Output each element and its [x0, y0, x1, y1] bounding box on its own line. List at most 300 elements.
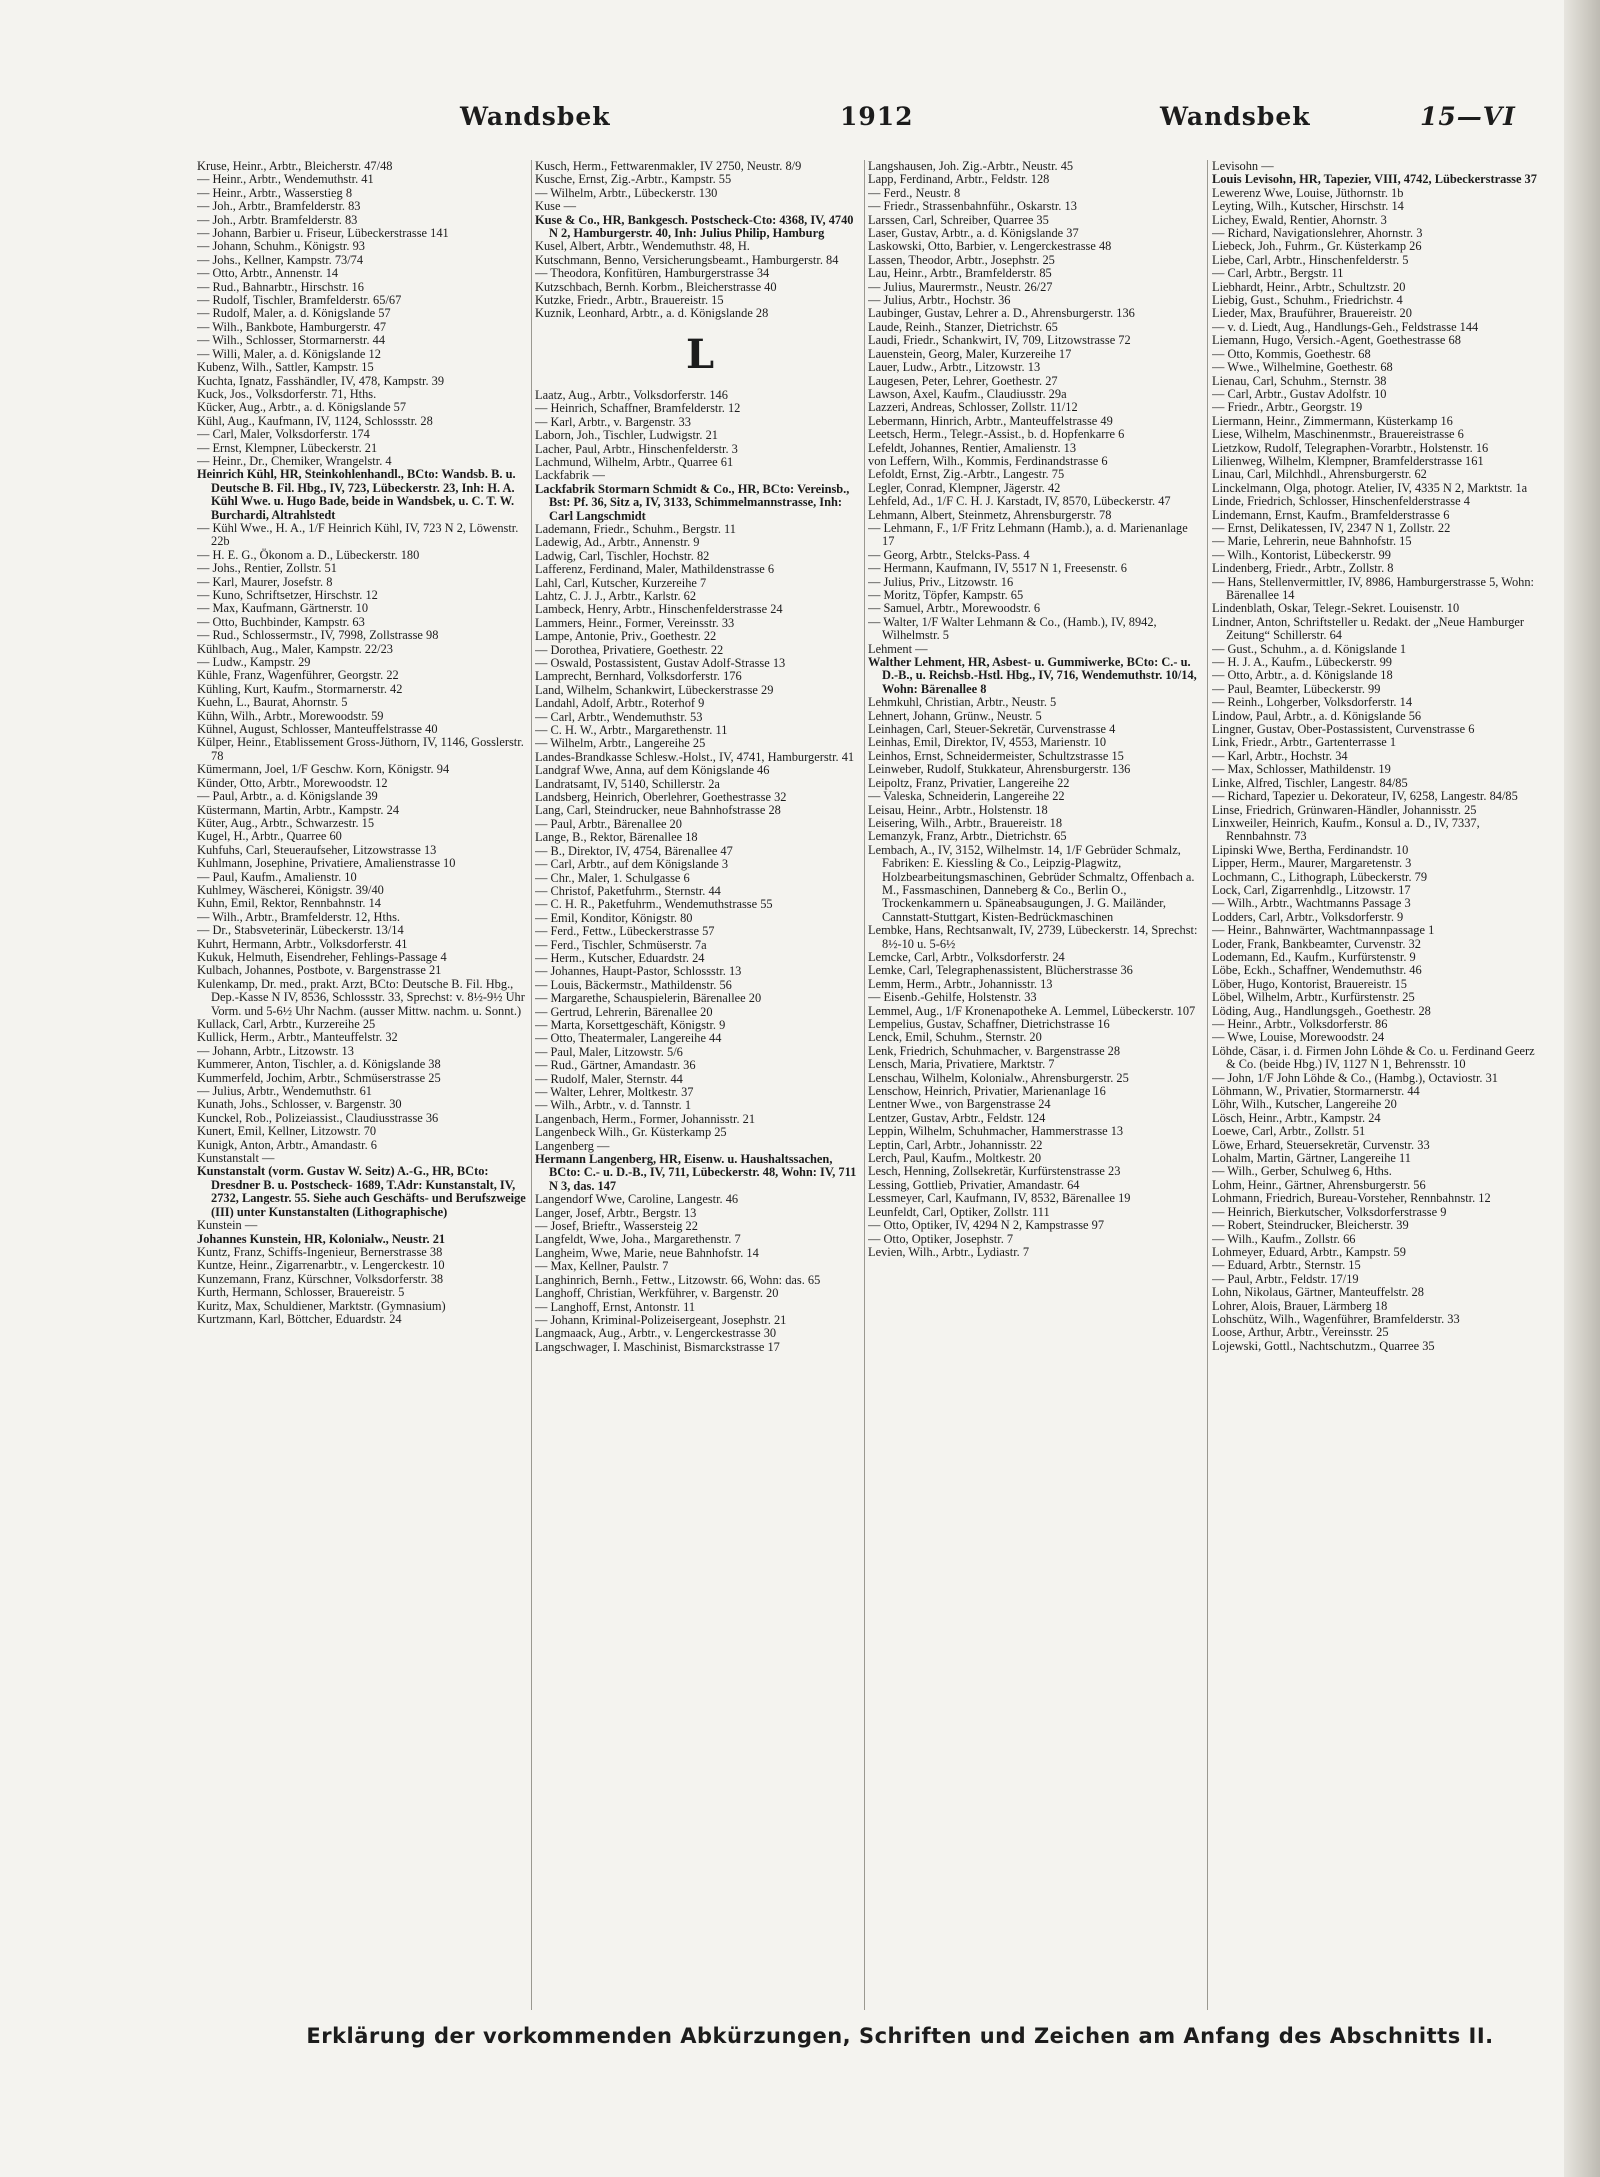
directory-entry: Johannes Kunstein, HR, Kolonialw., Neustr. 21: [197, 1231, 446, 1246]
directory-entry: Landgraf Wwe, Anna, auf dem Königslande 46: [535, 763, 770, 778]
directory-entry: Kurth, Hermann, Schlosser, Brauereistr. 5: [197, 1285, 405, 1300]
directory-entry: Lehfeld, Ad., 1/F C. H. J. Karstadt, IV, 8570, Lübeckerstr. 47: [868, 494, 1171, 509]
directory-entry: Leipoltz, Franz, Privatier, Langereihe 22: [868, 775, 1070, 790]
directory-entry: — Julius, Maurermstr., Neustr. 26/27: [868, 279, 1053, 294]
directory-entry: Lojewski, Gottl., Nachtschutzm., Quarree 35: [1212, 1338, 1435, 1353]
directory-entry: — Johs., Rentier, Zollstr. 51: [197, 561, 337, 576]
directory-entry: Kullack, Carl, Arbtr., Kurzereihe 25: [197, 1017, 376, 1031]
directory-entry: Lebermann, Hinrich, Arbtr., Manteuffelstrasse 49: [868, 413, 1113, 428]
directory-entry: — Josef, Brieftr., Wassersteig 22: [535, 1219, 698, 1234]
directory-entry: — Wilh., Gerber, Schulweg 6, Hths.: [1212, 1164, 1392, 1179]
directory-entry: Lademann, Friedr., Schuhm., Bergstr. 11: [535, 521, 736, 536]
directory-entry: Kulenkamp, Dr. med., prakt. Arzt, BCto: Deutsche B. Fil. Hbg., Dep.-Kasse N IV, 8536, Schlossstr. 33, Sprechst: v. 8½-9½ Uhr Vorm. und 5-6½ Uhr Nachm. (ausser Mittw. nachm. u. Sonnt.): [197, 976, 525, 1018]
directory-entry: Lawson, Axel, Kaufm., Claudiusstr. 29a: [868, 386, 1067, 401]
directory-entry: Linxweiler, Heinrich, Kaufm., Konsul a. D., IV, 7337, Rennbahnstr. 73: [1212, 815, 1480, 844]
directory-entry: Lahtz, C. J. J., Arbtr., Karlstr. 62: [535, 588, 697, 603]
directory-entry: — Reinh., Lohgerber, Volksdorferstr. 14: [1212, 695, 1413, 710]
directory-entry: — Max, Kaufmann, Gärtnerstr. 10: [197, 601, 369, 616]
directory-entry: — Eisenb.-Gehilfe, Holstenstr. 33: [868, 990, 1037, 1005]
directory-entry: Lefoldt, Ernst, Zig.-Arbtr., Langestr. 75: [868, 467, 1065, 482]
directory-entry: Kunstanstalt (vorm. Gustav W. Seitz) A.-G., HR, BCto: Dresdner B. u. Postscheck- 1689, T.Adr: Kunstanstalt, IV, 2732, Langestr. 55. Siehe auch Geschäfts- und Berufszweige (III) unter Kunstanstalten (Lithographische): [197, 1164, 526, 1219]
directory-entry: Lipper, Herm., Maurer, Margaretenstr. 3: [1212, 856, 1412, 871]
directory-entry: — Otto, Kommis, Goethestr. 68: [1212, 346, 1371, 361]
directory-entry: Lembke, Hans, Rechtsanwalt, IV, 2739, Lübeckerstr. 14, Sprechst: 8½-10 u. 5-6½: [868, 923, 1198, 951]
directory-entry: — Richard, Navigationslehrer, Ahornstr. 3: [1212, 226, 1423, 241]
directory-entry: Kühling, Kurt, Kaufm., Stormarnerstr. 42: [197, 681, 403, 696]
directory-entry: Hermann Langenberg, HR, Eisenw. u. Haushaltssachen, BCto: C.- u. D.-B., IV, 711, Lübeckerstr. 48, Wohn: IV, 711 N 3, das. 147: [535, 1152, 857, 1193]
directory-entry: Kuhlmey, Wäscherei, Königstr. 39/40: [197, 882, 384, 897]
directory-entry: Kunstanstalt —: [197, 1151, 275, 1166]
directory-entry: Lammers, Heinr., Former, Vereinsstr. 33: [535, 615, 735, 630]
directory-entry: Kusel, Albert, Arbtr., Wendemuthstr. 48, H.: [535, 239, 750, 254]
directory-entry: — Richard, Tapezier u. Dekorateur, IV, 6258, Langestr. 84/85: [1212, 789, 1518, 804]
directory-entry: — Ludw., Kampstr. 29: [197, 655, 311, 670]
directory-entry: Kugel, H., Arbtr., Quarree 60: [197, 829, 342, 844]
header-right-title: Wandsbek: [1160, 102, 1311, 131]
directory-entry: — Herm., Kutscher, Eduardstr. 24: [535, 950, 705, 965]
directory-entry: Liese, Wilhelm, Maschinenmstr., Brauereistrasse 6: [1212, 427, 1464, 442]
directory-entry: — Wilh., Kaufm., Zollstr. 66: [1212, 1231, 1356, 1246]
directory-entry: Kümermann, Joel, 1/F Geschw. Korn, Königstr. 94: [197, 762, 450, 777]
column-divider: [531, 160, 532, 2010]
directory-entry: Lentner Wwe., von Bargenstrasse 24: [868, 1097, 1051, 1112]
directory-entry: Lapp, Ferdinand, Arbtr., Feldstr. 128: [868, 172, 1050, 187]
directory-entry: Lau, Heinr., Arbtr., Bramfelderstr. 85: [868, 266, 1052, 281]
directory-entry: Lipinski Wwe, Bertha, Ferdinandstr. 10: [1212, 842, 1409, 857]
directory-entry: — Kühl Wwe., H. A., 1/F Heinrich Kühl, IV, 723 N 2, Löwenstr. 22b: [197, 520, 519, 549]
directory-entry: Kuhn, Emil, Rektor, Rennbahnstr. 14: [197, 896, 381, 911]
directory-entry: Lienau, Carl, Schuhm., Sternstr. 38: [1212, 373, 1387, 388]
directory-entry: Kühle, Franz, Wagenführer, Georgstr. 22: [197, 668, 399, 683]
directory-entry: Lang, Carl, Steindrucker, neue Bahnhofstrasse 28: [535, 803, 781, 818]
directory-entry: Lodders, Carl, Arbtr., Volksdorferstr. 9: [1212, 909, 1404, 924]
directory-entry: Kulbach, Johannes, Postbote, v. Bargenstrasse 21: [197, 963, 442, 978]
directory-entry: — Johann, Arbtr., Litzowstr. 13: [197, 1043, 354, 1058]
directory-column-2: [535, 160, 865, 2010]
directory-entry: Löber, Hugo, Kontorist, Brauereistr. 15: [1212, 976, 1407, 991]
directory-entry: — v. d. Liedt, Aug., Handlungs-Geh., Feldstrasse 144: [1212, 319, 1479, 334]
directory-entry: — Moritz, Töpfer, Kampstr. 65: [868, 588, 1024, 602]
directory-entry: Kummerfeld, Jochim, Arbtr., Schmüserstrasse 25: [197, 1070, 441, 1085]
directory-entry: Kuhlmann, Josephine, Privatiere, Amalienstrasse 10: [197, 856, 456, 871]
directory-entry: Lacher, Paul, Arbtr., Hinschenfelderstr. 3: [535, 441, 738, 456]
directory-entry: — Johs., Kellner, Kampstr. 73/74: [197, 252, 364, 267]
directory-entry: — Hans, Stellenvermittler, IV, 8986, Hamburgerstrasse 5, Wohn: Bärenallee 14: [1212, 574, 1534, 602]
directory-entry: Loewe, Carl, Arbtr., Zollstr. 51: [1212, 1124, 1366, 1139]
directory-entry: Lemmel, Aug., 1/F Kronenapotheke A. Lemmel, Lübeckerstr. 107: [868, 1003, 1196, 1018]
directory-entry: Lohalm, Martin, Gärtner, Langereihe 11: [1212, 1151, 1411, 1166]
directory-entry: Lenschow, Heinrich, Privatier, Marienanlage 16: [868, 1084, 1106, 1099]
directory-entry: Lemm, Herm., Arbtr., Johannisstr. 13: [868, 976, 1053, 991]
directory-entry: — Margarethe, Schauspielerin, Bärenallee 20: [535, 991, 762, 1006]
directory-entry: Kuse —: [535, 199, 576, 214]
directory-entry: Langshausen, Joh. Zig.-Arbtr., Neustr. 45: [868, 160, 1074, 173]
directory-entry: — Otto, Optiker, Josephstr. 7: [868, 1231, 1014, 1246]
directory-entry: Lehment —: [868, 641, 928, 656]
directory-entry: Kuntze, Heinr., Zigarrenarbtr., v. Lengerckestr. 10: [197, 1258, 445, 1273]
directory-entry: Landratsamt, IV, 5140, Schillerstr. 2a: [535, 776, 720, 791]
directory-entry: — Paul, Maler, Litzowstr. 5/6: [535, 1044, 683, 1059]
directory-entry: Kühn, Wilh., Arbtr., Morewoodstr. 59: [197, 708, 384, 723]
directory-entry: Lehmann, Albert, Steinmetz, Ahrensburgerstr. 78: [868, 507, 1112, 522]
directory-entry: Link, Friedr., Arbtr., Gartenterrasse 1: [1212, 735, 1397, 750]
directory-entry: — Heinr., Bahnwärter, Wachtmannpassage 1: [1212, 923, 1435, 938]
directory-entry: Lehmkuhl, Christian, Arbtr., Neustr. 5: [868, 695, 1057, 710]
directory-entry: — Ernst, Delikatessen, IV, 2347 N 1, Zollstr. 22: [1212, 520, 1451, 535]
directory-entry: — Wilh., Arbtr., Wachtmanns Passage 3: [1212, 896, 1411, 911]
directory-entry: — Otto, Optiker, IV, 4294 N 2, Kampstrasse 97: [868, 1218, 1105, 1233]
directory-entry: Leisau, Heinr., Arbtr., Holstenstr. 18: [868, 802, 1048, 817]
directory-entry: — Theodora, Konfitüren, Hamburgerstrasse 34: [535, 266, 770, 281]
directory-entry: Lohschütz, Wilh., Wagenführer, Bramfelderstr. 33: [1212, 1311, 1460, 1326]
directory-entry: von Leffern, Wilh., Kommis, Ferdinandstrasse 6: [868, 453, 1108, 468]
directory-entry: — H. E. G., Ökonom a. D., Lübeckerstr. 180: [197, 547, 420, 562]
directory-entry: Laatz, Aug., Arbtr., Volksdorferstr. 146: [535, 387, 728, 402]
directory-entry: — Hermann, Kaufmann, IV, 5517 N 1, Freesenstr. 6: [868, 561, 1127, 576]
directory-entry: Liermann, Heinr., Zimmermann, Küsterkamp 16: [1212, 413, 1453, 428]
directory-entry: Leunfeldt, Carl, Optiker, Zollstr. 111: [868, 1204, 1050, 1219]
directory-entry: Kunert, Emil, Kellner, Litzowstr. 70: [197, 1124, 377, 1139]
directory-entry: — Heinr., Arbtr., Wasserstieg 8: [197, 185, 353, 200]
directory-entry: Lemcke, Carl, Arbtr., Volksdorferstr. 24: [868, 949, 1065, 964]
directory-entry: Kutzschbach, Bernh. Korbm., Bleicherstrasse 40: [535, 279, 777, 294]
directory-entry: — Chr., Maler, 1. Schulgasse 6: [535, 870, 690, 885]
page-edge: [1564, 0, 1600, 2177]
directory-entry: Lensch, Maria, Privatiere, Marktstr. 7: [868, 1057, 1055, 1072]
directory-entry: — Paul, Arbtr., Bärenallee 20: [535, 816, 682, 831]
directory-entry: — Wilh., Arbtr., v. d. Tannstr. 1: [535, 1098, 692, 1113]
directory-entry: Kuchta, Ignatz, Fasshändler, IV, 478, Kampstr. 39: [197, 373, 445, 388]
directory-entry: Kuehn, L., Baurat, Ahornstr. 5: [197, 695, 348, 710]
directory-entry: Linke, Alfred, Tischler, Langestr. 84/85: [1212, 775, 1408, 790]
directory-entry: — Johann, Schuhm., Königstr. 93: [197, 239, 365, 254]
directory-entry: Lahl, Carl, Kutscher, Kurzereihe 7: [535, 575, 707, 590]
directory-entry: Kuhrt, Hermann, Arbtr., Volksdorferstr. 41: [197, 936, 408, 951]
directory-entry: Langenbeck Wilh., Gr. Küsterkamp 25: [535, 1125, 727, 1140]
directory-entry: Kubenz, Wilh., Sattler, Kampstr. 15: [197, 360, 374, 375]
directory-entry: Kuhfuhs, Carl, Steueraufseher, Litzowstrasse 13: [197, 842, 437, 857]
directory-entry: — Johann, Kriminal-Polizeisergeant, Josephstr. 21: [535, 1312, 787, 1327]
directory-entry: Löbe, Eckh., Schaffner, Wendemuthstr. 46: [1212, 963, 1422, 978]
directory-entry: Leisering, Wilh., Arbtr., Brauereistr. 18: [868, 815, 1063, 830]
directory-entry: — John, 1/F John Löhde & Co., (Hambg.), Octaviostr. 31: [1212, 1070, 1499, 1085]
directory-entry: — Marta, Korsettgeschäft, Königstr. 9: [535, 1017, 726, 1032]
directory-entry: — Joh., Arbtr. Bramfelderstr. 83: [197, 212, 358, 227]
directory-entry: — Rudolf, Maler, Sternstr. 44: [535, 1071, 683, 1086]
directory-entry: — Willi, Maler, a. d. Königslande 12: [197, 346, 381, 361]
directory-entry: — Ferd., Tischler, Schmüserstr. 7a: [535, 937, 707, 952]
directory-entry: Louis Levisohn, HR, Tapezier, VIII, 4742, Lübeckerstrasse 37: [1212, 172, 1537, 187]
directory-entry: — Rudolf, Tischler, Bramfelderstr. 65/67: [197, 293, 402, 308]
directory-entry: — Georg, Arbtr., Stelcks-Pass. 4: [868, 547, 1030, 562]
directory-entry: Kühl, Aug., Kaufmann, IV, 1124, Schlossstr. 28: [197, 413, 433, 428]
directory-entry: Langenberg —: [535, 1138, 610, 1153]
directory-entry: Lichey, Ewald, Rentier, Ahornstr. 3: [1212, 212, 1387, 227]
directory-entry: Lentzer, Gustav, Arbtr., Feldstr. 124: [868, 1110, 1046, 1125]
directory-entry: — Heinr., Arbtr., Volksdorferstr. 86: [1212, 1017, 1388, 1031]
directory-entry: Lembach, A., IV, 3152, Wilhelmstr. 14, 1/F Gebrüder Schmalz, Fabriken: E. Kiessling & Co., Leipzig-Plagwitz, Holzbearbeitungsmaschinen, Gebrüder Schmaltz, Offenbach a. M., Fassmaschinen, Danneberg & Co., Berlin O., Trockenkammern u. Späneabsaugungen, J. G. Mailänder, Cannstatt-Stuttgart, Kisten-Bedrückmaschinen: [868, 842, 1195, 924]
directory-entry: — Gust., Schuhm., a. d. Königslande 1: [1212, 641, 1407, 656]
directory-entry: Lauenstein, Georg, Maler, Kurzereihe 17: [868, 346, 1072, 361]
directory-entry: Kukuk, Helmuth, Eisendreher, Fehlings-Passage 4: [197, 949, 447, 964]
directory-entry: — Walter, 1/F Walter Lehmann & Co., (Hamb.), IV, 8942, Wilhelmstr. 5: [868, 614, 1157, 643]
directory-entry: — Karl, Arbtr., Hochstr. 34: [1212, 748, 1348, 763]
directory-entry: — Wilhelm, Arbtr., Langereihe 25: [535, 736, 706, 751]
directory-entry: Lohrer, Alois, Brauer, Lärmberg 18: [1212, 1298, 1388, 1313]
directory-entry: Linse, Friedrich, Grünwaren-Händler, Johannisstr. 25: [1212, 802, 1477, 817]
directory-entry: Legler, Conrad, Klempner, Jägerstr. 42: [868, 480, 1061, 495]
directory-entry: Langhinrich, Bernh., Fettw., Litzowstr. 66, Wohn: das. 65: [535, 1272, 821, 1287]
directory-entry: Lamprecht, Bernhard, Volksdorferstr. 176: [535, 669, 742, 684]
directory-entry: Liebeck, Joh., Fuhrm., Gr. Küsterkamp 26: [1212, 239, 1422, 254]
directory-entry: — Johann, Barbier u. Friseur, Lübeckerstrasse 141: [197, 226, 449, 241]
directory-entry: Kunath, Johs., Schlosser, v. Bargenstr. 30: [197, 1097, 402, 1112]
header-year: 1912: [840, 102, 914, 131]
directory-entry: Liemann, Hugo, Versich.-Agent, Goethestrasse 68: [1212, 333, 1461, 348]
directory-entry: — Lehmann, F., 1/F Fritz Lehmann (Hamb.), a. d. Marienanlage 17: [868, 520, 1188, 549]
directory-entry: Lingner, Gustav, Ober-Postassistent, Curvenstrasse 6: [1212, 722, 1475, 737]
footer-note: Erklärung der vorkommenden Abkürzungen, Schriften und Zeichen am Anfang des Abschnitts II.: [306, 2024, 1494, 2048]
directory-entry: — C. H. W., Arbtr., Margarethenstr. 11: [535, 723, 728, 738]
directory-entry: Lessmeyer, Carl, Kaufmann, IV, 8532, Bärenallee 19: [868, 1191, 1131, 1206]
directory-entry: Lenschau, Wilhelm, Kolonialw., Ahrensburgerstr. 25: [868, 1070, 1129, 1085]
directory-entry: — Rud., Schlossermstr., IV, 7998, Zollstrasse 98: [197, 628, 439, 643]
directory-entry: — Rud., Bahnarbtr., Hirschstr. 16: [197, 279, 364, 294]
directory-entry: Lilienweg, Wilhelm, Klempner, Bramfelderstrasse 161: [1212, 453, 1484, 468]
directory-entry: Lindenberg, Friedr., Arbtr., Zollstr. 8: [1212, 561, 1394, 576]
directory-entry: Kusche, Ernst, Zig.-Arbtr., Kampstr. 55: [535, 172, 732, 187]
directory-entry: — Robert, Steindrucker, Bleicherstr. 39: [1212, 1218, 1409, 1233]
directory-column-1: [197, 160, 527, 2010]
directory-entry: Künder, Otto, Arbtr., Morewoodstr. 12: [197, 775, 388, 790]
directory-entry: Heinrich Kühl, HR, Steinkohlenhandl., BCto: Wandsb. B. u. Deutsche B. Fil. Hbg., IV, 723, Lübeckerstr. 23, Inh: H. A. Kühl Wwe. u. Hugo Bade, beide in Wandsbek, u. C. T. W. Burchardi, Altrahlstedt: [197, 467, 516, 522]
directory-entry: — Paul, Arbtr., Feldstr. 17/19: [1212, 1271, 1359, 1286]
directory-entry: Lassen, Theodor, Arbtr., Josephstr. 25: [868, 252, 1055, 267]
directory-entry: Kunigk, Anton, Arbtr., Amandastr. 6: [197, 1137, 378, 1152]
directory-entry: — Otto, Arbtr., a. d. Königslande 18: [1212, 668, 1393, 683]
directory-entry: — Otto, Theatermaler, Langereihe 44: [535, 1031, 722, 1046]
directory-entry: — Gertrud, Lehrerin, Bärenallee 20: [535, 1004, 713, 1019]
directory-entry: — Wilhelm, Arbtr., Lübeckerstr. 130: [535, 185, 718, 200]
section-letter-heading: L: [685, 330, 715, 378]
directory-entry: Lohmeyer, Eduard, Arbtr., Kampstr. 59: [1212, 1244, 1406, 1259]
directory-entry: — Ferd., Neustr. 8: [868, 185, 961, 200]
directory-entry: — Heinrich, Schaffner, Bramfelderstr. 12: [535, 401, 741, 416]
directory-entry: — Dr., Stabsveterinär, Lübeckerstr. 13/14: [197, 923, 404, 938]
directory-entry: Kücker, Aug., Arbtr., a. d. Königslande 57: [197, 400, 407, 415]
directory-entry: — Langhoff, Ernst, Antonstr. 11: [535, 1299, 696, 1314]
directory-entry: Kruse, Heinr., Arbtr., Bleicherstr. 47/48: [197, 160, 393, 173]
directory-entry: Lachmund, Wilhelm, Arbtr., Quarree 61: [535, 454, 734, 469]
directory-entry: Lefeldt, Johannes, Rentier, Amalienstr. 13: [868, 440, 1077, 455]
directory-column-3: [868, 160, 1198, 2010]
directory-entry: Langmaack, Aug., Arbtr., v. Lengerckestrasse 30: [535, 1326, 777, 1341]
directory-entry: — Paul, Kaufm., Amalienstr. 10: [197, 869, 357, 884]
directory-entry: Laude, Reinh., Stanzer, Dietrichstr. 65: [868, 319, 1058, 334]
directory-entry: Leppin, Wilhelm, Schuhmacher, Hammerstrasse 13: [868, 1124, 1124, 1139]
header-page-number: 15—VI: [1420, 102, 1516, 131]
directory-entry: Laubinger, Gustav, Lehrer a. D., Ahrensburgerstr. 136: [868, 306, 1135, 321]
directory-entry: Löding, Aug., Handlungsgeh., Goethestr. 28: [1212, 1003, 1431, 1018]
directory-entry: — Emil, Konditor, Königstr. 80: [535, 910, 693, 925]
directory-entry: — Valeska, Schneiderin, Langereihe 22: [868, 789, 1065, 804]
directory-entry: Kunzemann, Franz, Kürschner, Volksdorferstr. 38: [197, 1271, 444, 1286]
directory-entry: Lesch, Henning, Zollsekretär, Kurfürstenstrasse 23: [868, 1164, 1121, 1179]
directory-entry: Löwe, Erhard, Steuersekretär, Curvenstr. 33: [1212, 1137, 1430, 1152]
directory-entry: Levisohn —: [1212, 160, 1274, 173]
directory-entry: — Samuel, Arbtr., Morewoodstr. 6: [868, 601, 1041, 616]
directory-entry: Kunstein —: [197, 1218, 258, 1233]
directory-entry: Kunckel, Rob., Polizeiassist., Claudiusstrasse 36: [197, 1110, 439, 1125]
directory-entry: Lewerenz Wwe, Louise, Jüthornstr. 1b: [1212, 185, 1404, 200]
directory-entry: Liebe, Carl, Arbtr., Hinschenfelderstr. 5: [1212, 252, 1409, 267]
directory-entry: Leinweber, Rudolf, Stukkateur, Ahrensburgerstr. 136: [868, 762, 1131, 777]
directory-entry: Larssen, Carl, Schreiber, Quarree 35: [868, 212, 1049, 227]
directory-entry: — H. J. A., Kaufm., Lübeckerstr. 99: [1212, 655, 1392, 670]
directory-entry: — Louis, Bäckermstr., Mathildenstr. 56: [535, 977, 732, 992]
directory-entry: — C. H. R., Paketfuhrm., Wendemuthstrasse 55: [535, 897, 773, 912]
directory-entry: Walther Lehment, HR, Asbest- u. Gummiwerke, BCto: C.- u. D.-B., u. Reichsb.-Hstl. Hbg., IV, 716, Wendemuthstr. 10/14, Wohn: Bärenallee 8: [868, 655, 1197, 696]
directory-entry: Linau, Carl, Milchhdl., Ahrensburgerstr. 62: [1212, 467, 1427, 482]
directory-entry: Linckelmann, Olga, photogr. Atelier, IV, 4335 N 2, Marktstr. 1a: [1212, 480, 1528, 495]
directory-column-4: [1212, 160, 1542, 2010]
directory-entry: Kuck, Jos., Volksdorferstr. 71, Hths.: [197, 386, 377, 401]
directory-entry: Lemanzyk, Franz, Arbtr., Dietrichstr. 65: [868, 829, 1067, 844]
directory-entry: — Wilh., Arbtr., Bramfelderstr. 12, Hths.: [197, 909, 401, 924]
directory-entry: Löhr, Wilh., Kutscher, Langereihe 20: [1212, 1097, 1397, 1112]
directory-entry: Külper, Heinr., Etablissement Gross-Jüthorn, IV, 1146, Gosslerstr. 78: [197, 735, 524, 763]
directory-entry: — Rud., Gärtner, Amandastr. 36: [535, 1058, 696, 1073]
directory-entry: Lazzeri, Andreas, Schlosser, Zollstr. 11/12: [868, 400, 1078, 415]
directory-entry: Langschwager, I. Maschinist, Bismarckstrasse 17: [535, 1339, 780, 1354]
directory-entry: Langheim, Wwe, Marie, neue Bahnhofstr. 14: [535, 1245, 759, 1260]
directory-entry: Leinhagen, Carl, Steuer-Sekretär, Curvenstrasse 4: [868, 722, 1116, 737]
directory-entry: Ladewig, Ad., Arbtr., Annenstr. 9: [535, 535, 700, 550]
directory-entry: Lindenblath, Oskar, Telegr.-Sekret. Louisenstr. 10: [1212, 601, 1460, 616]
directory-entry: Kutzke, Friedr., Arbtr., Brauereistr. 15: [535, 293, 724, 308]
directory-entry: Lenck, Emil, Schuhm., Sternstr. 20: [868, 1030, 1042, 1045]
directory-entry: Langhoff, Christian, Werkführer, v. Bargenstr. 20: [535, 1286, 779, 1301]
directory-entry: — Marie, Lehrerin, neue Bahnhofstr. 15: [1212, 534, 1412, 549]
directory-entry: — Rudolf, Maler, a. d. Königslande 57: [197, 306, 391, 321]
directory-entry: Lohn, Nikolaus, Gärtner, Manteuffelstr. 28: [1212, 1285, 1424, 1300]
directory-entry: Lösch, Heinr., Arbtr., Kampstr. 24: [1212, 1110, 1381, 1125]
directory-entry: Leinhos, Ernst, Schneidermeister, Schultzstrasse 15: [868, 748, 1124, 763]
directory-entry: Lock, Carl, Zigarrenhdlg., Litzowstr. 17: [1212, 882, 1411, 897]
directory-entry: Lampe, Antonie, Priv., Goethestr. 22: [535, 629, 717, 644]
directory-entry: Lehnert, Johann, Grünw., Neustr. 5: [868, 708, 1042, 723]
directory-entry: — Otto, Arbtr., Annenstr. 14: [197, 266, 339, 281]
directory-entry: Laser, Gustav, Arbtr., a. d. Königslande 37: [868, 226, 1079, 241]
directory-entry: Langer, Josef, Arbtr., Bergstr. 13: [535, 1205, 697, 1220]
directory-entry: Kuritz, Max, Schuldiener, Marktstr. (Gymnasium): [197, 1298, 446, 1313]
directory-entry: Lerch, Paul, Kaufm., Moltkestr. 20: [868, 1151, 1042, 1166]
directory-entry: Kuznik, Leonhard, Arbtr., a. d. Königslande 28: [535, 306, 769, 321]
directory-entry: Lohm, Heinr., Gärtner, Ahrensburgerstr. 56: [1212, 1177, 1426, 1192]
directory-entry: — Max, Schlosser, Mathildenstr. 19: [1212, 762, 1391, 777]
directory-entry: Kutschmann, Benno, Versicherungsbeamt., Hamburgerstr. 84: [535, 252, 839, 267]
directory-entry: Lindow, Paul, Arbtr., a. d. Königslande 56: [1212, 708, 1422, 723]
directory-entry: Leyting, Wilh., Kutscher, Hirschstr. 14: [1212, 199, 1404, 214]
directory-entry: Lochmann, C., Lithograph, Lübeckerstr. 79: [1212, 869, 1428, 884]
directory-entry: — Heinr., Dr., Chemiker, Wrangelstr. 4: [197, 453, 392, 468]
directory-entry: Land, Wilhelm, Schankwirt, Lübeckerstrasse 29: [535, 682, 774, 697]
column-divider: [1207, 160, 1208, 2010]
directory-entry: Landsberg, Heinrich, Oberlehrer, Goethestrasse 32: [535, 790, 787, 805]
directory-entry: — Heinrich, Bierkutscher, Volksdorferstrasse 9: [1212, 1204, 1447, 1219]
directory-entry: — Paul, Arbtr., a. d. Königslande 39: [197, 789, 378, 804]
directory-entry: Lieder, Max, Brauführer, Brauereistr. 20: [1212, 306, 1412, 321]
directory-entry: — Wwe, Louise, Morewoodstr. 24: [1212, 1030, 1385, 1045]
directory-entry: — Karl, Arbtr., v. Bargenstr. 33: [535, 414, 691, 429]
directory-entry: Lessing, Gottlieb, Privatier, Amandastr. 64: [868, 1177, 1080, 1192]
directory-entry: Leetsch, Herm., Telegr.-Assist., b. d. Hopfenkarre 6: [868, 427, 1125, 442]
directory-entry: — Wilh., Kontorist, Lübeckerstr. 99: [1212, 547, 1391, 562]
directory-entry: Lindner, Anton, Schriftsteller u. Redakt. der „Neue Hamburger Zeitung“ Schillerstr. 64: [1212, 614, 1525, 643]
directory-entry: Laskowski, Otto, Barbier, v. Lengerckestrasse 48: [868, 239, 1112, 254]
directory-entry: — Johannes, Haupt-Pastor, Schlossstr. 13: [535, 964, 742, 979]
directory-entry: — Joh., Arbtr., Bramfelderstr. 83: [197, 199, 361, 214]
directory-entry: — Wilh., Schlosser, Stormarnerstr. 44: [197, 333, 386, 348]
directory-entry: — Julius, Arbtr., Wendemuthstr. 61: [197, 1084, 372, 1099]
directory-entry: — Friedr., Arbtr., Georgstr. 19: [1212, 400, 1363, 415]
directory-entry: Kuse & Co., HR, Bankgesch. Postscheck-Cto: 4368, IV, 4740 N 2, Hamburgerstr. 40, Inh: Julius Philip, Hamburg: [535, 212, 854, 241]
directory-entry: Laudi, Friedr., Schankwirt, IV, 709, Litzowstrasse 72: [868, 333, 1131, 348]
directory-entry: — Dorothea, Privatiere, Goethestr. 22: [535, 642, 724, 657]
directory-entry: Kullick, Herm., Arbtr., Manteuffelstr. 32: [197, 1030, 398, 1045]
directory-entry: Lauer, Ludw., Arbtr., Litzowstr. 13: [868, 360, 1041, 375]
directory-entry: Lempelius, Gustav, Schaffner, Dietrichstrasse 16: [868, 1017, 1110, 1031]
directory-entry: — Carl, Arbtr., Gustav Adolfstr. 10: [1212, 386, 1387, 401]
directory-entry: Kusch, Herm., Fettwarenmakler, IV 2750, Neustr. 8/9: [535, 160, 802, 173]
directory-entry: — Ferd., Fettw., Lübeckerstrasse 57: [535, 924, 715, 939]
directory-entry: — Wilh., Bankbote, Hamburgerstr. 47: [197, 319, 387, 334]
directory-entry: — Karl, Maurer, Josefstr. 8: [197, 574, 333, 589]
directory-entry: — Max, Kellner, Paulstr. 7: [535, 1259, 669, 1274]
directory-entry: Kurtzmann, Karl, Böttcher, Eduardstr. 24: [197, 1311, 402, 1326]
directory-entry: Langenbach, Herm., Former, Johannisstr. 21: [535, 1111, 756, 1126]
directory-entry: Levien, Wilh., Arbtr., Lydiastr. 7: [868, 1244, 1030, 1259]
directory-entry: Kühlbach, Aug., Maler, Kampstr. 22/23: [197, 641, 394, 656]
directory-entry: Löbel, Wilhelm, Arbtr., Kurfürstenstr. 25: [1212, 990, 1415, 1005]
directory-entry: Linde, Friedrich, Schlosser, Hinschenfelderstrasse 4: [1212, 494, 1470, 509]
directory-entry: Loder, Frank, Bankbeamter, Curvenstr. 32: [1212, 936, 1421, 951]
directory-entry: Lackfabrik —: [535, 468, 605, 483]
directory-entry: Kuntz, Franz, Schiffs-Ingenieur, Bernerstrasse 38: [197, 1244, 443, 1259]
directory-entry: — Carl, Maler, Volksdorferstr. 174: [197, 427, 370, 442]
directory-entry: Kühnel, August, Schlosser, Manteuffelstrasse 40: [197, 722, 438, 737]
directory-entry: — B., Direktor, IV, 4754, Bärenallee 47: [535, 843, 733, 858]
directory-entry: — Heinr., Arbtr., Wendemuthstr. 41: [197, 172, 374, 187]
directory-entry: Lemke, Carl, Telegraphenassistent, Blücherstrasse 36: [868, 963, 1133, 978]
directory-entry: Landahl, Adolf, Arbtr., Roterhof 9: [535, 696, 705, 711]
directory-entry: Lafferenz, Ferdinand, Maler, Mathildenstrasse 6: [535, 562, 775, 577]
directory-entry: — Otto, Buchbinder, Kampstr. 63: [197, 614, 365, 629]
directory-entry: Langfeldt, Wwe, Joha., Margarethenstr. 7: [535, 1232, 741, 1247]
header-left-title: Wandsbek: [460, 102, 611, 131]
directory-entry: Lange, B., Rektor, Bärenallee 18: [535, 830, 698, 845]
directory-entry: Löhmann, W., Privatier, Stormarnerstr. 44: [1212, 1084, 1420, 1099]
directory-entry: Laborn, Joh., Tischler, Ludwigstr. 21: [535, 428, 718, 443]
directory-entry: Liebhardt, Heinr., Arbtr., Schultzstr. 20: [1212, 279, 1406, 294]
directory-entry: Lohmann, Friedrich, Bureau-Vorsteher, Rennbahnstr. 12: [1212, 1191, 1491, 1206]
directory-entry: Ladwig, Carl, Tischler, Hochstr. 82: [535, 548, 710, 563]
directory-entry: — Paul, Beamter, Lübeckerstr. 99: [1212, 681, 1381, 696]
directory-entry: — Walter, Lehrer, Moltkestr. 37: [535, 1085, 694, 1099]
directory-entry: Landes-Brandkasse Schlesw.-Holst., IV, 4741, Hamburgerstr. 41: [535, 749, 855, 764]
directory-entry: Lietzkow, Rudolf, Telegraphen-Vorarbtr., Holstenstr. 16: [1212, 440, 1489, 455]
directory-entry: — Kuno, Schriftsetzer, Hirschstr. 12: [197, 588, 378, 602]
